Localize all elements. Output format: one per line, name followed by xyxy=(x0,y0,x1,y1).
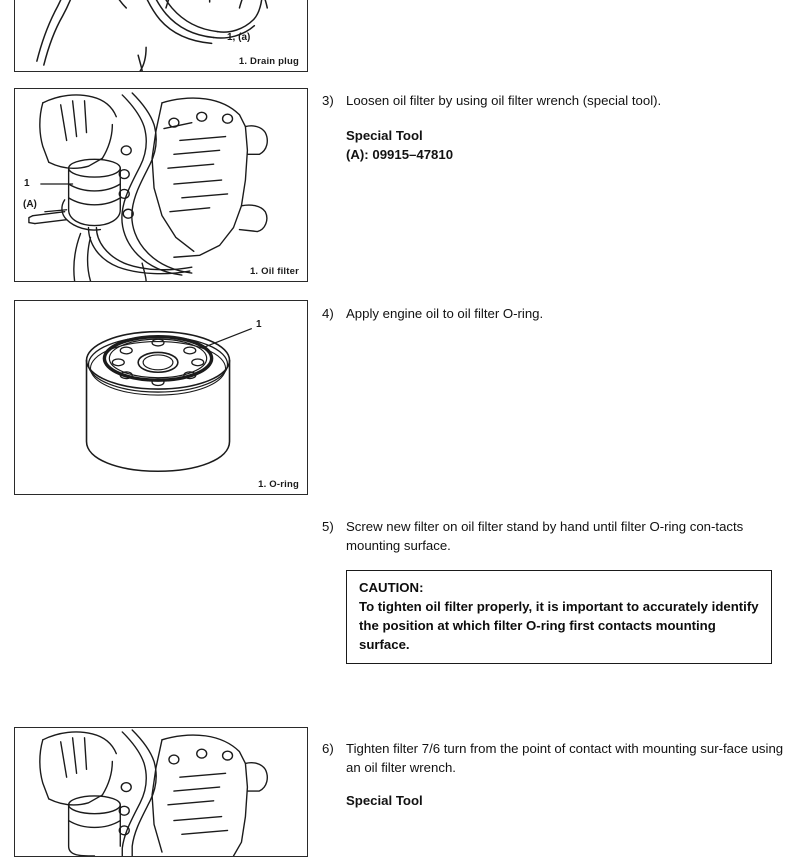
figure-oil-filter-o-ring xyxy=(14,300,308,495)
tighten-filter-illustration xyxy=(15,728,307,856)
figure-callout-1a: 1, (a) xyxy=(227,32,251,43)
figure-oil-filter-location xyxy=(14,88,308,282)
figure-callout-oil-filter-1: 1 xyxy=(24,178,30,189)
step-3-special-tool-label: Special Tool xyxy=(346,127,423,143)
step-3-special-tool-number: (A): 09915–47810 xyxy=(346,146,454,162)
caution-title: CAUTION: xyxy=(359,580,424,595)
figure-callout-special-tool-a: (A) xyxy=(23,199,37,210)
step-6-number: 6) xyxy=(322,741,334,756)
figure-drain-plug xyxy=(14,0,308,72)
step-4 xyxy=(322,305,784,324)
figure-tighten-filter xyxy=(14,727,308,857)
step-4-number: 4) xyxy=(322,306,334,321)
step-6-special-tool xyxy=(346,791,784,810)
oil-filter-o-ring-illustration xyxy=(15,301,307,494)
figure-caption-o-ring: 1. O-ring xyxy=(258,479,299,490)
step-5-number: 5) xyxy=(322,519,334,534)
caution-body: To tighten oil filter properly, it is important to accurately identify the position at which filter O-ring first contacts mounting surface. xyxy=(359,599,759,652)
step-4-text: Apply engine oil to oil filter O-ring. xyxy=(346,306,544,321)
caution-box xyxy=(346,570,772,664)
step-3-special-tool xyxy=(346,126,784,164)
figure-caption-drain-plug: 1. Drain plug xyxy=(238,56,299,67)
step-6-text: Tighten filter 7/6 turn from the point of contact with mounting sur-face using an oil filter wrench. xyxy=(346,741,784,775)
step-6-special-tool-label: Special Tool xyxy=(346,793,423,808)
step-3 xyxy=(322,92,784,164)
step-5 xyxy=(322,518,770,555)
figure-caption-oil-filter: 1. Oil filter xyxy=(249,266,299,277)
oil-filter-location-illustration xyxy=(15,89,307,281)
step-5-text: Screw new filter on oil filter stand by hand until filter O-ring con-tacts mounting surface. xyxy=(346,519,744,553)
step-3-text: Loosen oil filter by using oil filter wrench (special tool). xyxy=(346,93,662,108)
step-3-number: 3) xyxy=(322,93,334,108)
figure-callout-o-ring-1: 1 xyxy=(256,319,262,330)
